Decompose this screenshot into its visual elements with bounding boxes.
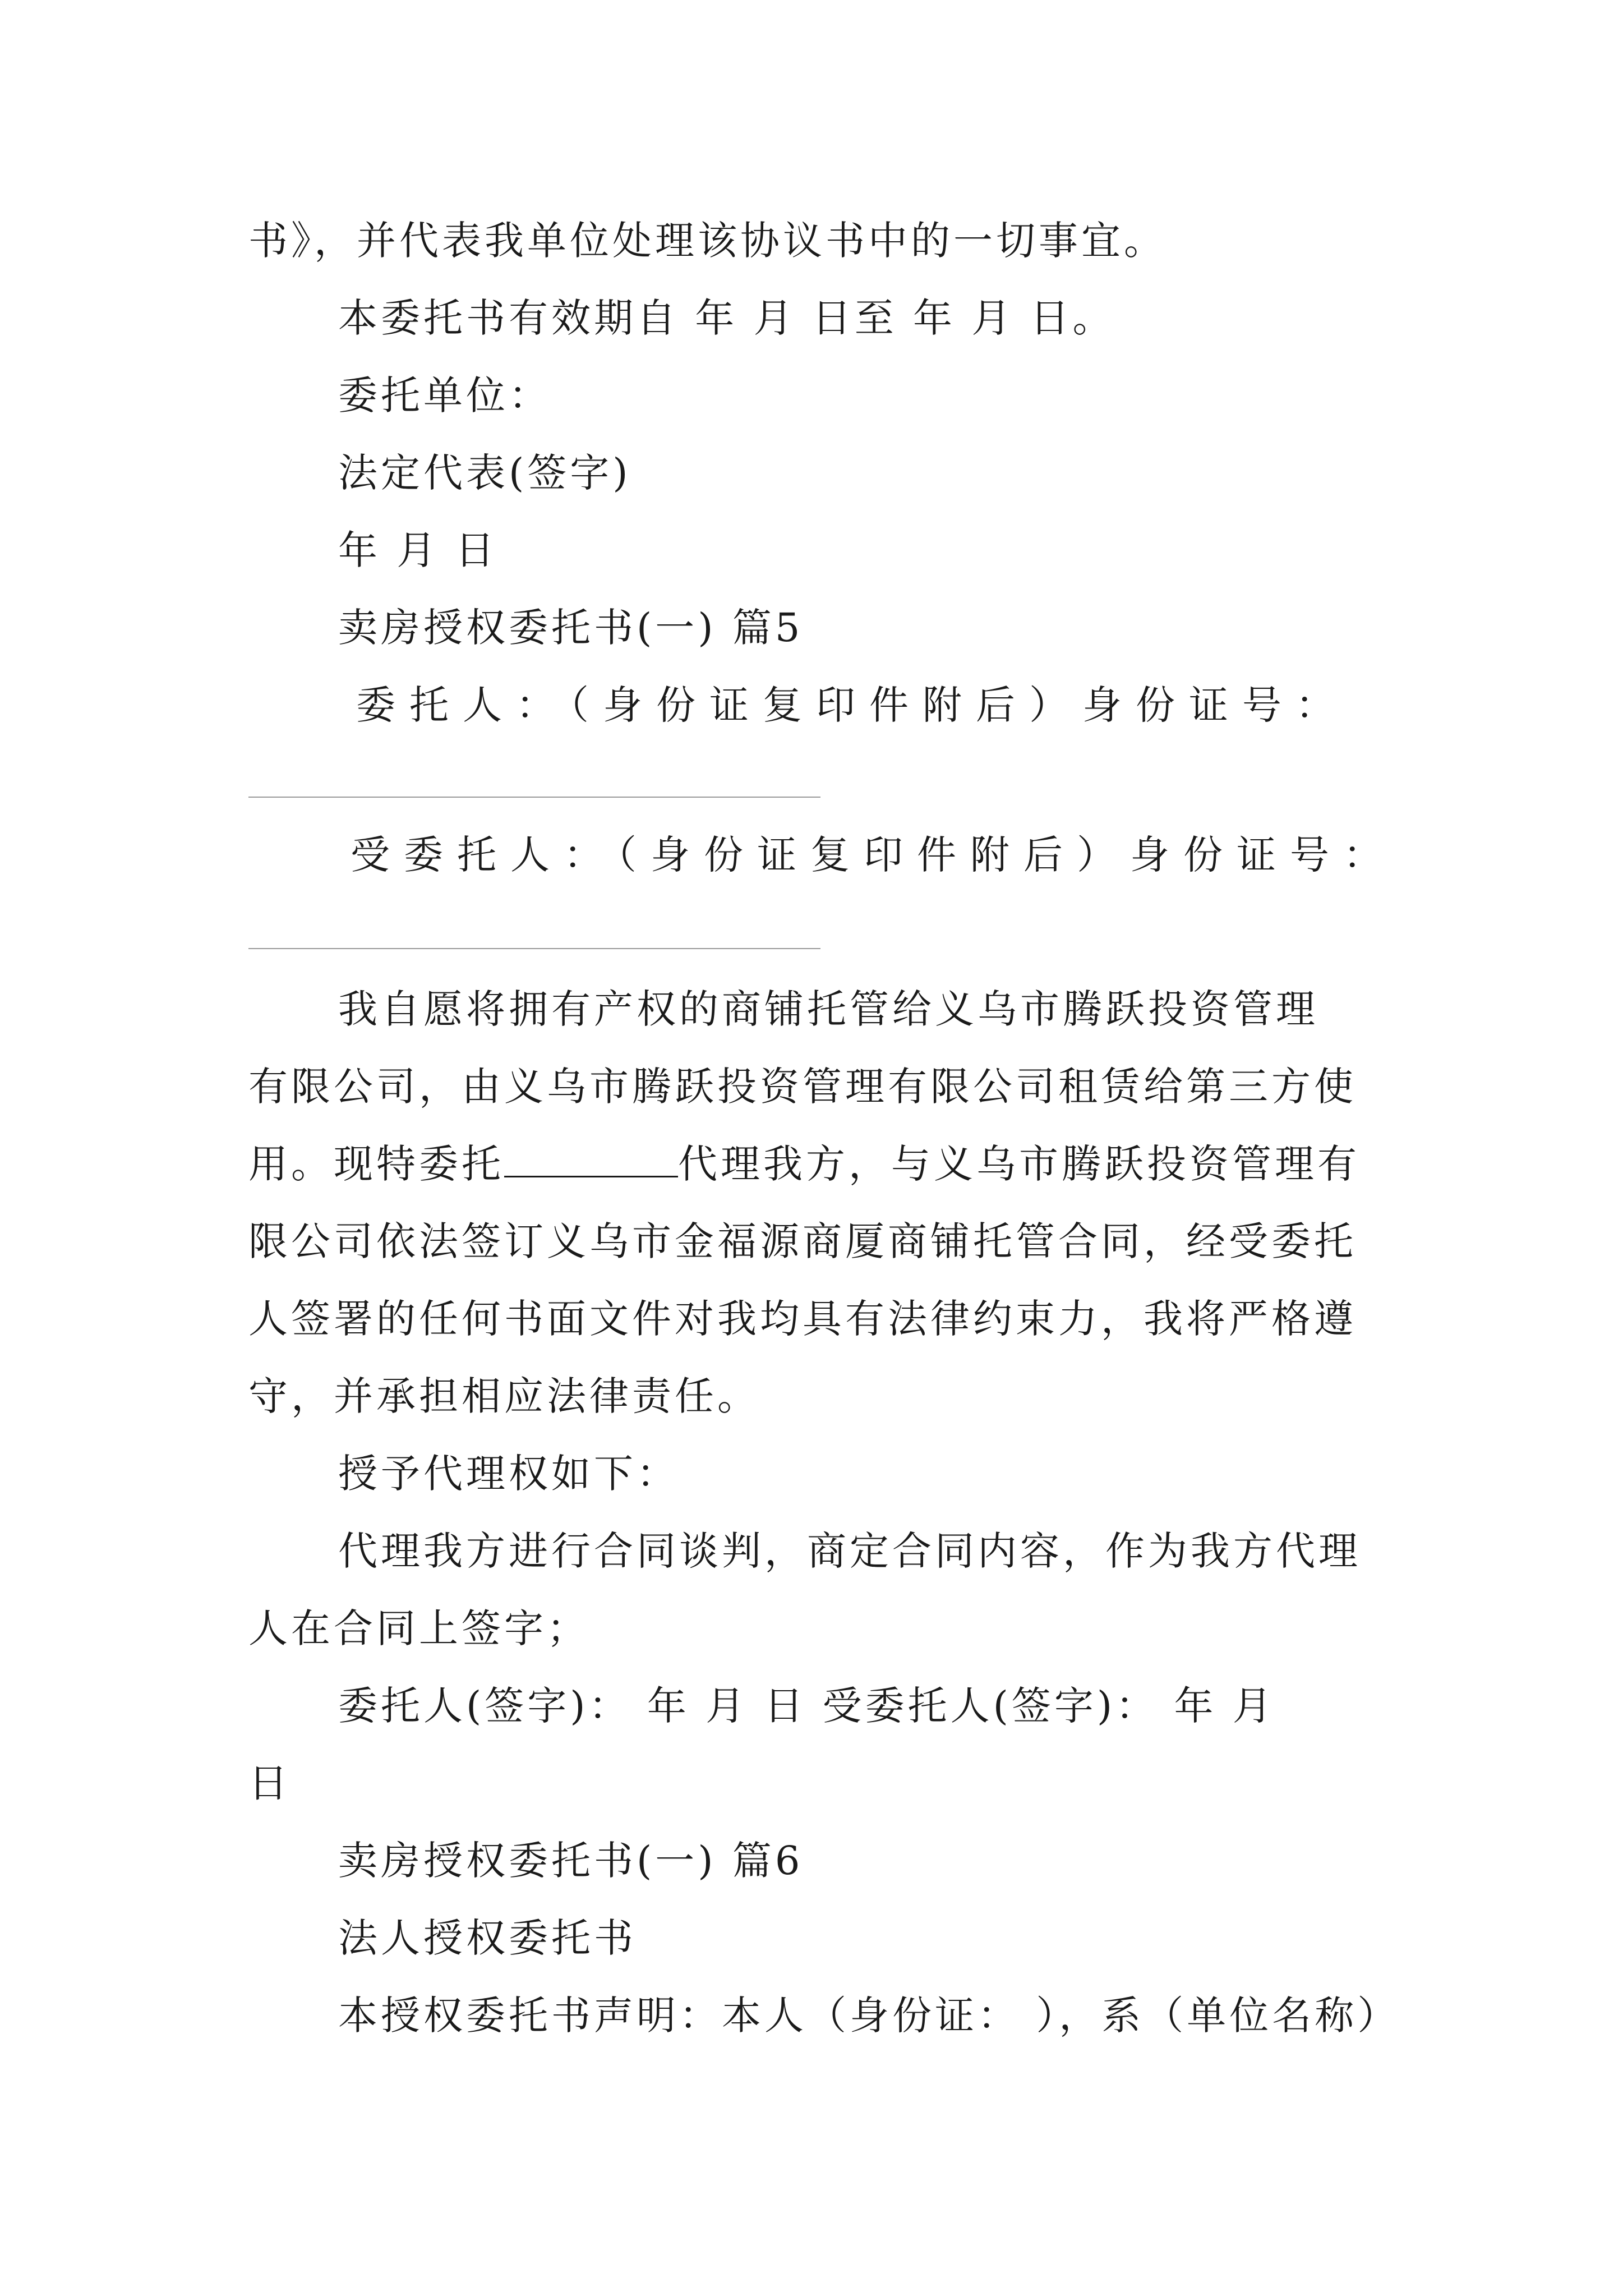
agent-id-line: 受委托人：（身份证复印件附后）身份证号： [351, 832, 1396, 878]
date-line: 年 月 日 [338, 527, 498, 573]
body-line-with-blank [248, 1138, 1393, 1190]
document-title: 法人授权委托书 [338, 1915, 637, 1961]
body-line: 人签署的任何书面文件对我均具有法律约束力，我将严格遵 [248, 1296, 1357, 1342]
body-text: 代理我方，与义乌市腾跃投资管理有 [678, 1141, 1360, 1187]
signature-line: 委托人(签字)： 年 月 日 受委托人(签字)： 年 月 [338, 1683, 1275, 1729]
body-text: 用。现特委托 [248, 1141, 504, 1187]
body-line: 人在合同上签字； [248, 1605, 589, 1651]
section-heading-5: 卖房授权委托书(一) 篇5 [338, 605, 804, 651]
body-line: 限公司依法签订义乌市金福源商厦商铺托管合同，经受委托 [248, 1218, 1357, 1264]
validity-period-line: 本委托书有效期自 年 月 日至 年 月 日。 [338, 295, 1115, 341]
entrusting-unit-label: 委托单位： [338, 372, 551, 418]
body-line: 本授权委托书声明：本人（身份证： ），系（单位名称） [338, 1993, 1400, 2039]
body-line: 代理我方进行合同谈判，商定合同内容，作为我方代理 [338, 1528, 1361, 1574]
blank-field [504, 1141, 678, 1177]
text-line: 书》，并代表我单位处理该协议书中的一切事宜。 [248, 218, 1166, 264]
body-line: 我自愿将拥有产权的商铺托管给义乌市腾跃投资管理 [338, 986, 1318, 1032]
fill-in-rule [248, 948, 820, 949]
authority-heading: 授予代理权如下： [338, 1451, 679, 1497]
body-line: 有限公司，由义乌市腾跃投资管理有限公司租赁给第三方使 [248, 1064, 1357, 1110]
principal-id-line: 委托人：（身份证复印件附后）身份证号： [356, 682, 1349, 728]
legal-representative-signature-label: 法定代表(签字) [338, 450, 631, 496]
section-heading-6: 卖房授权委托书(一) 篇6 [338, 1838, 804, 1884]
fill-in-rule [248, 797, 820, 798]
body-line: 守，并承担相应法律责任。 [248, 1373, 760, 1419]
signature-line-continued: 日 [248, 1760, 291, 1806]
